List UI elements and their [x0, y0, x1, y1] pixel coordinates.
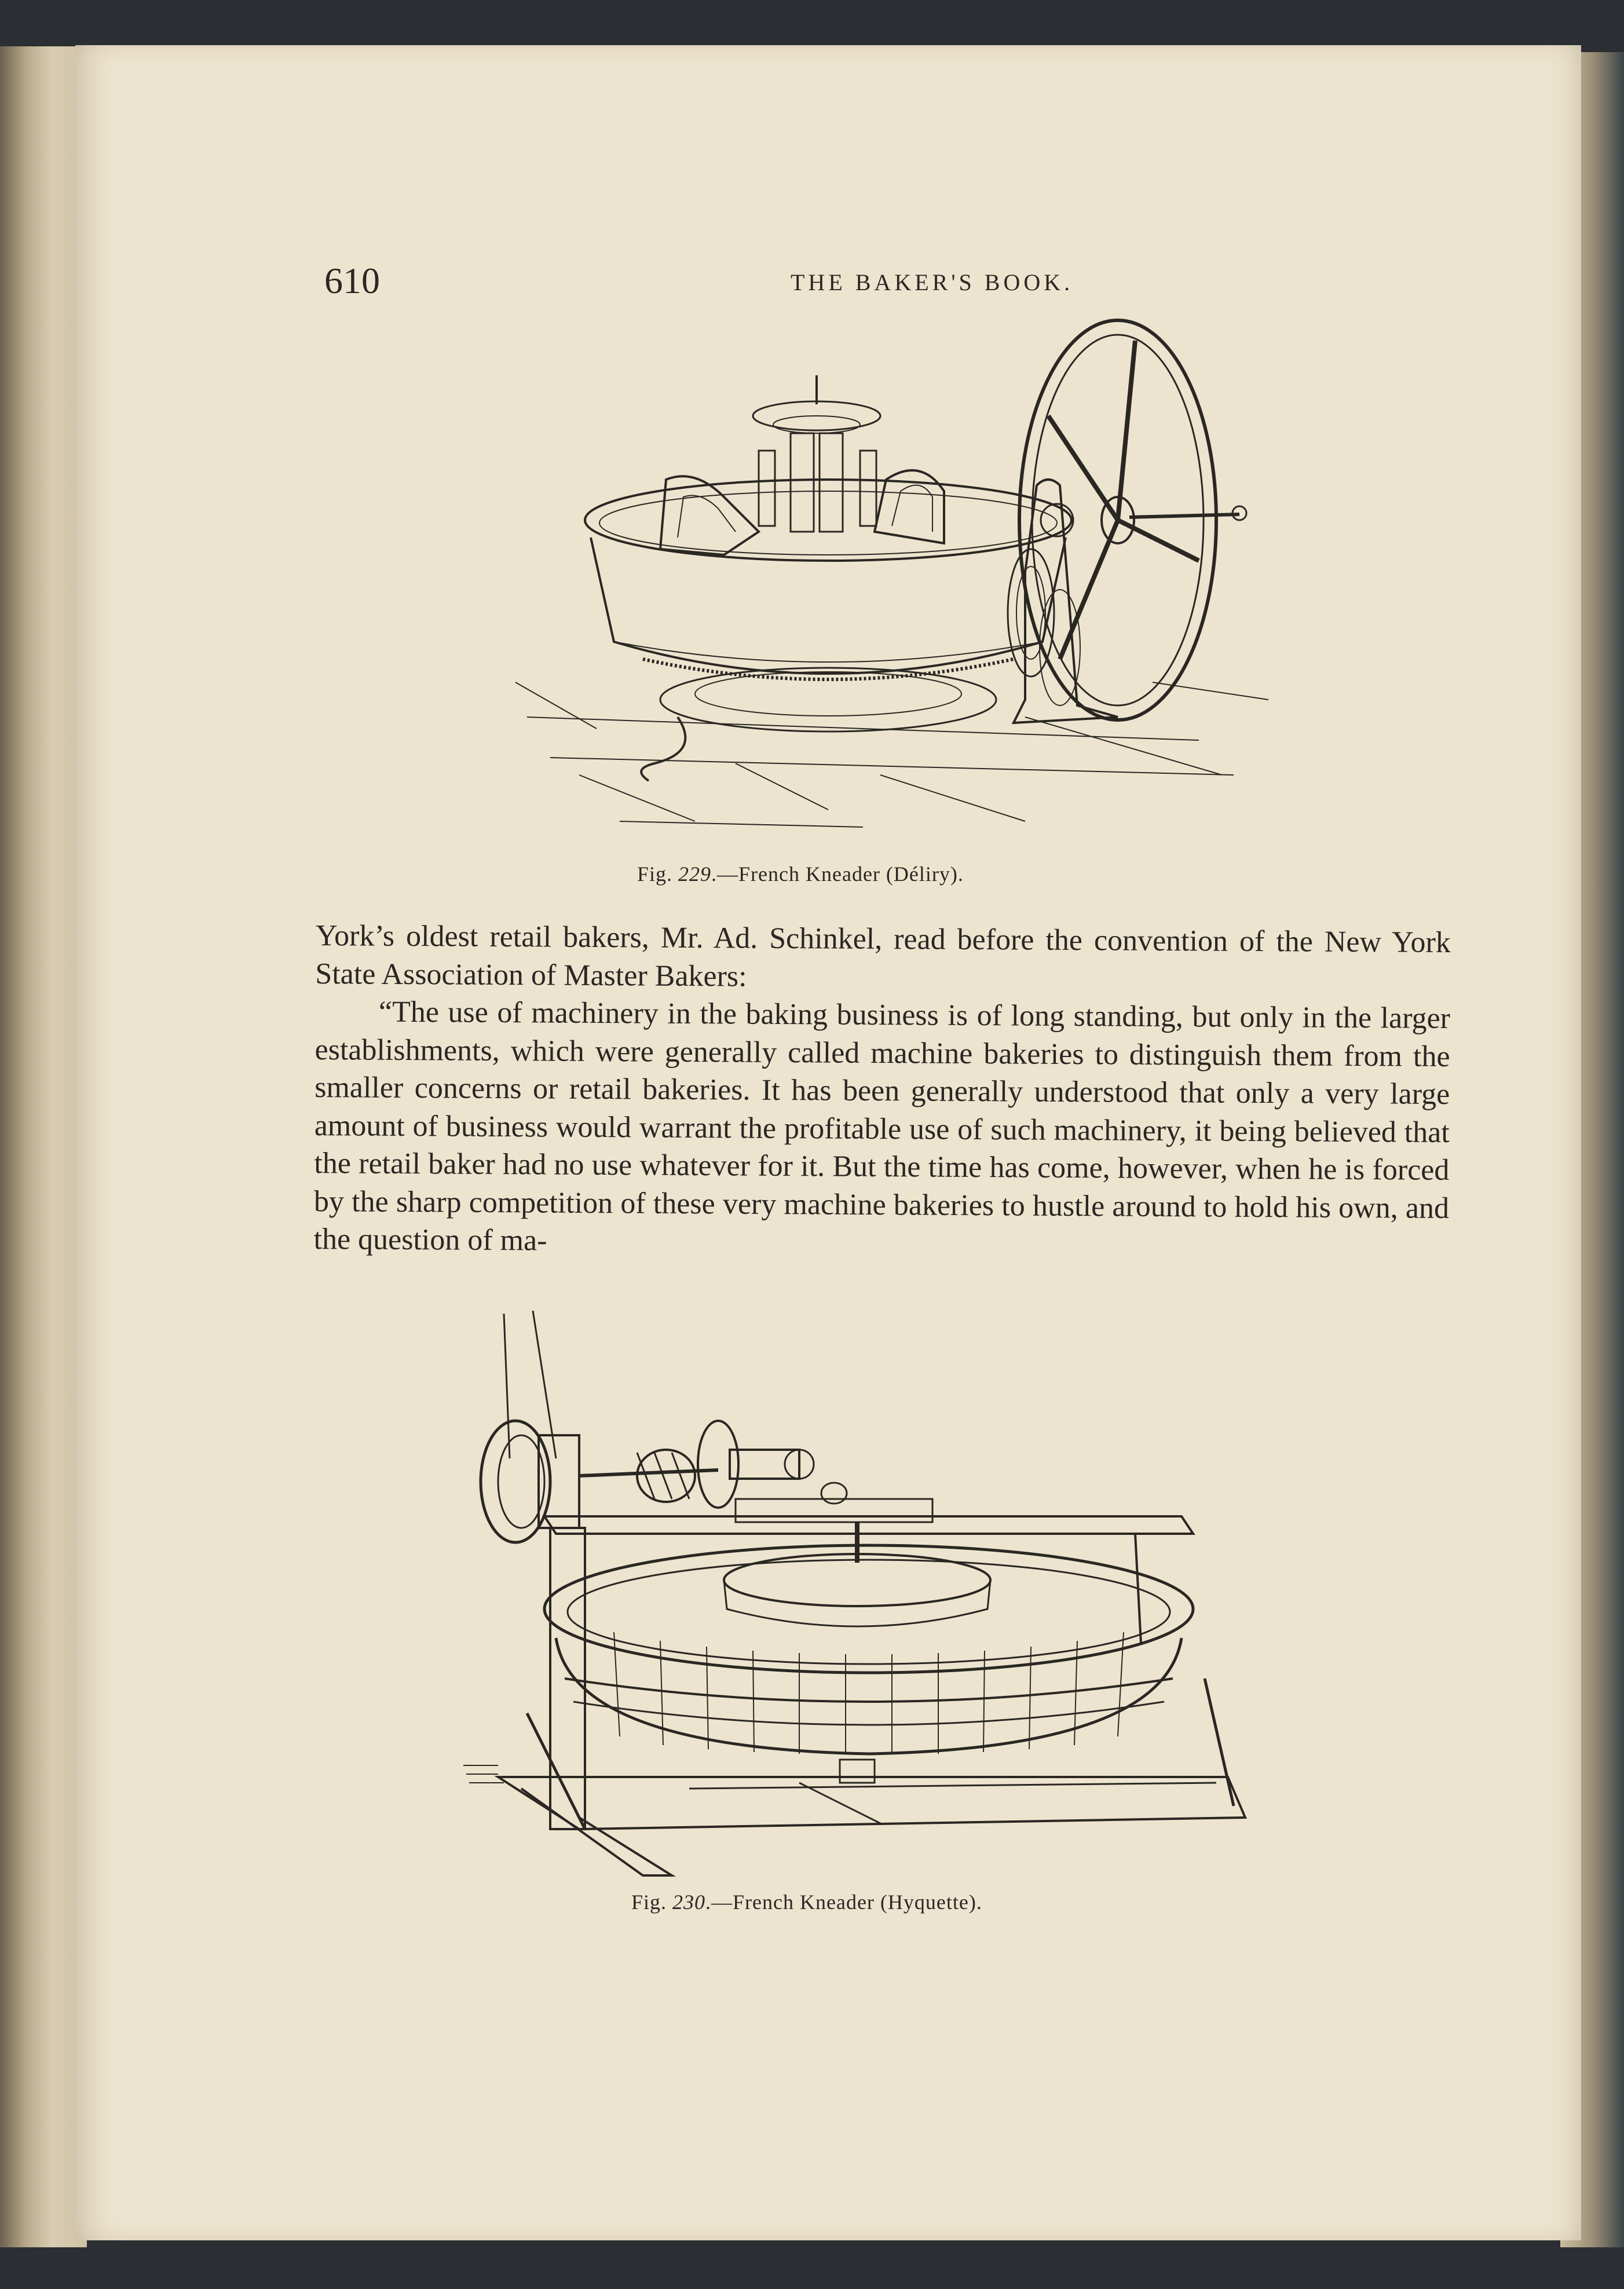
paragraph-1: York’s oldest retail bakers, Mr. Ad. Schinkel, read before the convention of the New York State Association of Master Bakers:: [315, 919, 1451, 993]
book-edge-left: [0, 46, 87, 2247]
paragraph-2: “The use of machinery in the baking business is of long standing, but only in the larger establishments, which were generally called machine bakeries to distinguish them from the smaller concerns or retail bakeries. It has been generally understood that only a very large amount of business would warrant the profitable use of such machinery, it being believed that the retail baker had no use whatever for it. But the time has come, however, when he is forced by the sharp competition of these very machine bakeries to hustle around to hold his own, and the question of ma-: [313, 995, 1451, 1257]
figure-229-text: .—French Kneader (Déliry).: [711, 862, 964, 886]
figure-229-number: 229: [678, 862, 712, 886]
body-text: [313, 917, 1451, 1265]
figure-229-caption: [637, 862, 964, 886]
figure-229-prefix: Fig.: [637, 862, 679, 886]
figure-230-caption: [631, 1890, 982, 1914]
figure-230-text: .—French Kneader (Hyquette).: [705, 1891, 982, 1914]
page-number: 610: [324, 260, 380, 301]
book-page: [75, 45, 1581, 2240]
kneader-deliry-illustration: [504, 300, 1292, 856]
kneader-hyquette-illustration: [463, 1308, 1292, 1899]
figure-230-prefix: Fig.: [631, 1891, 673, 1914]
running-title: THE BAKER'S BOOK.: [791, 269, 1074, 295]
figure-230-number: 230: [672, 1891, 706, 1914]
page-header: [75, 225, 1581, 301]
